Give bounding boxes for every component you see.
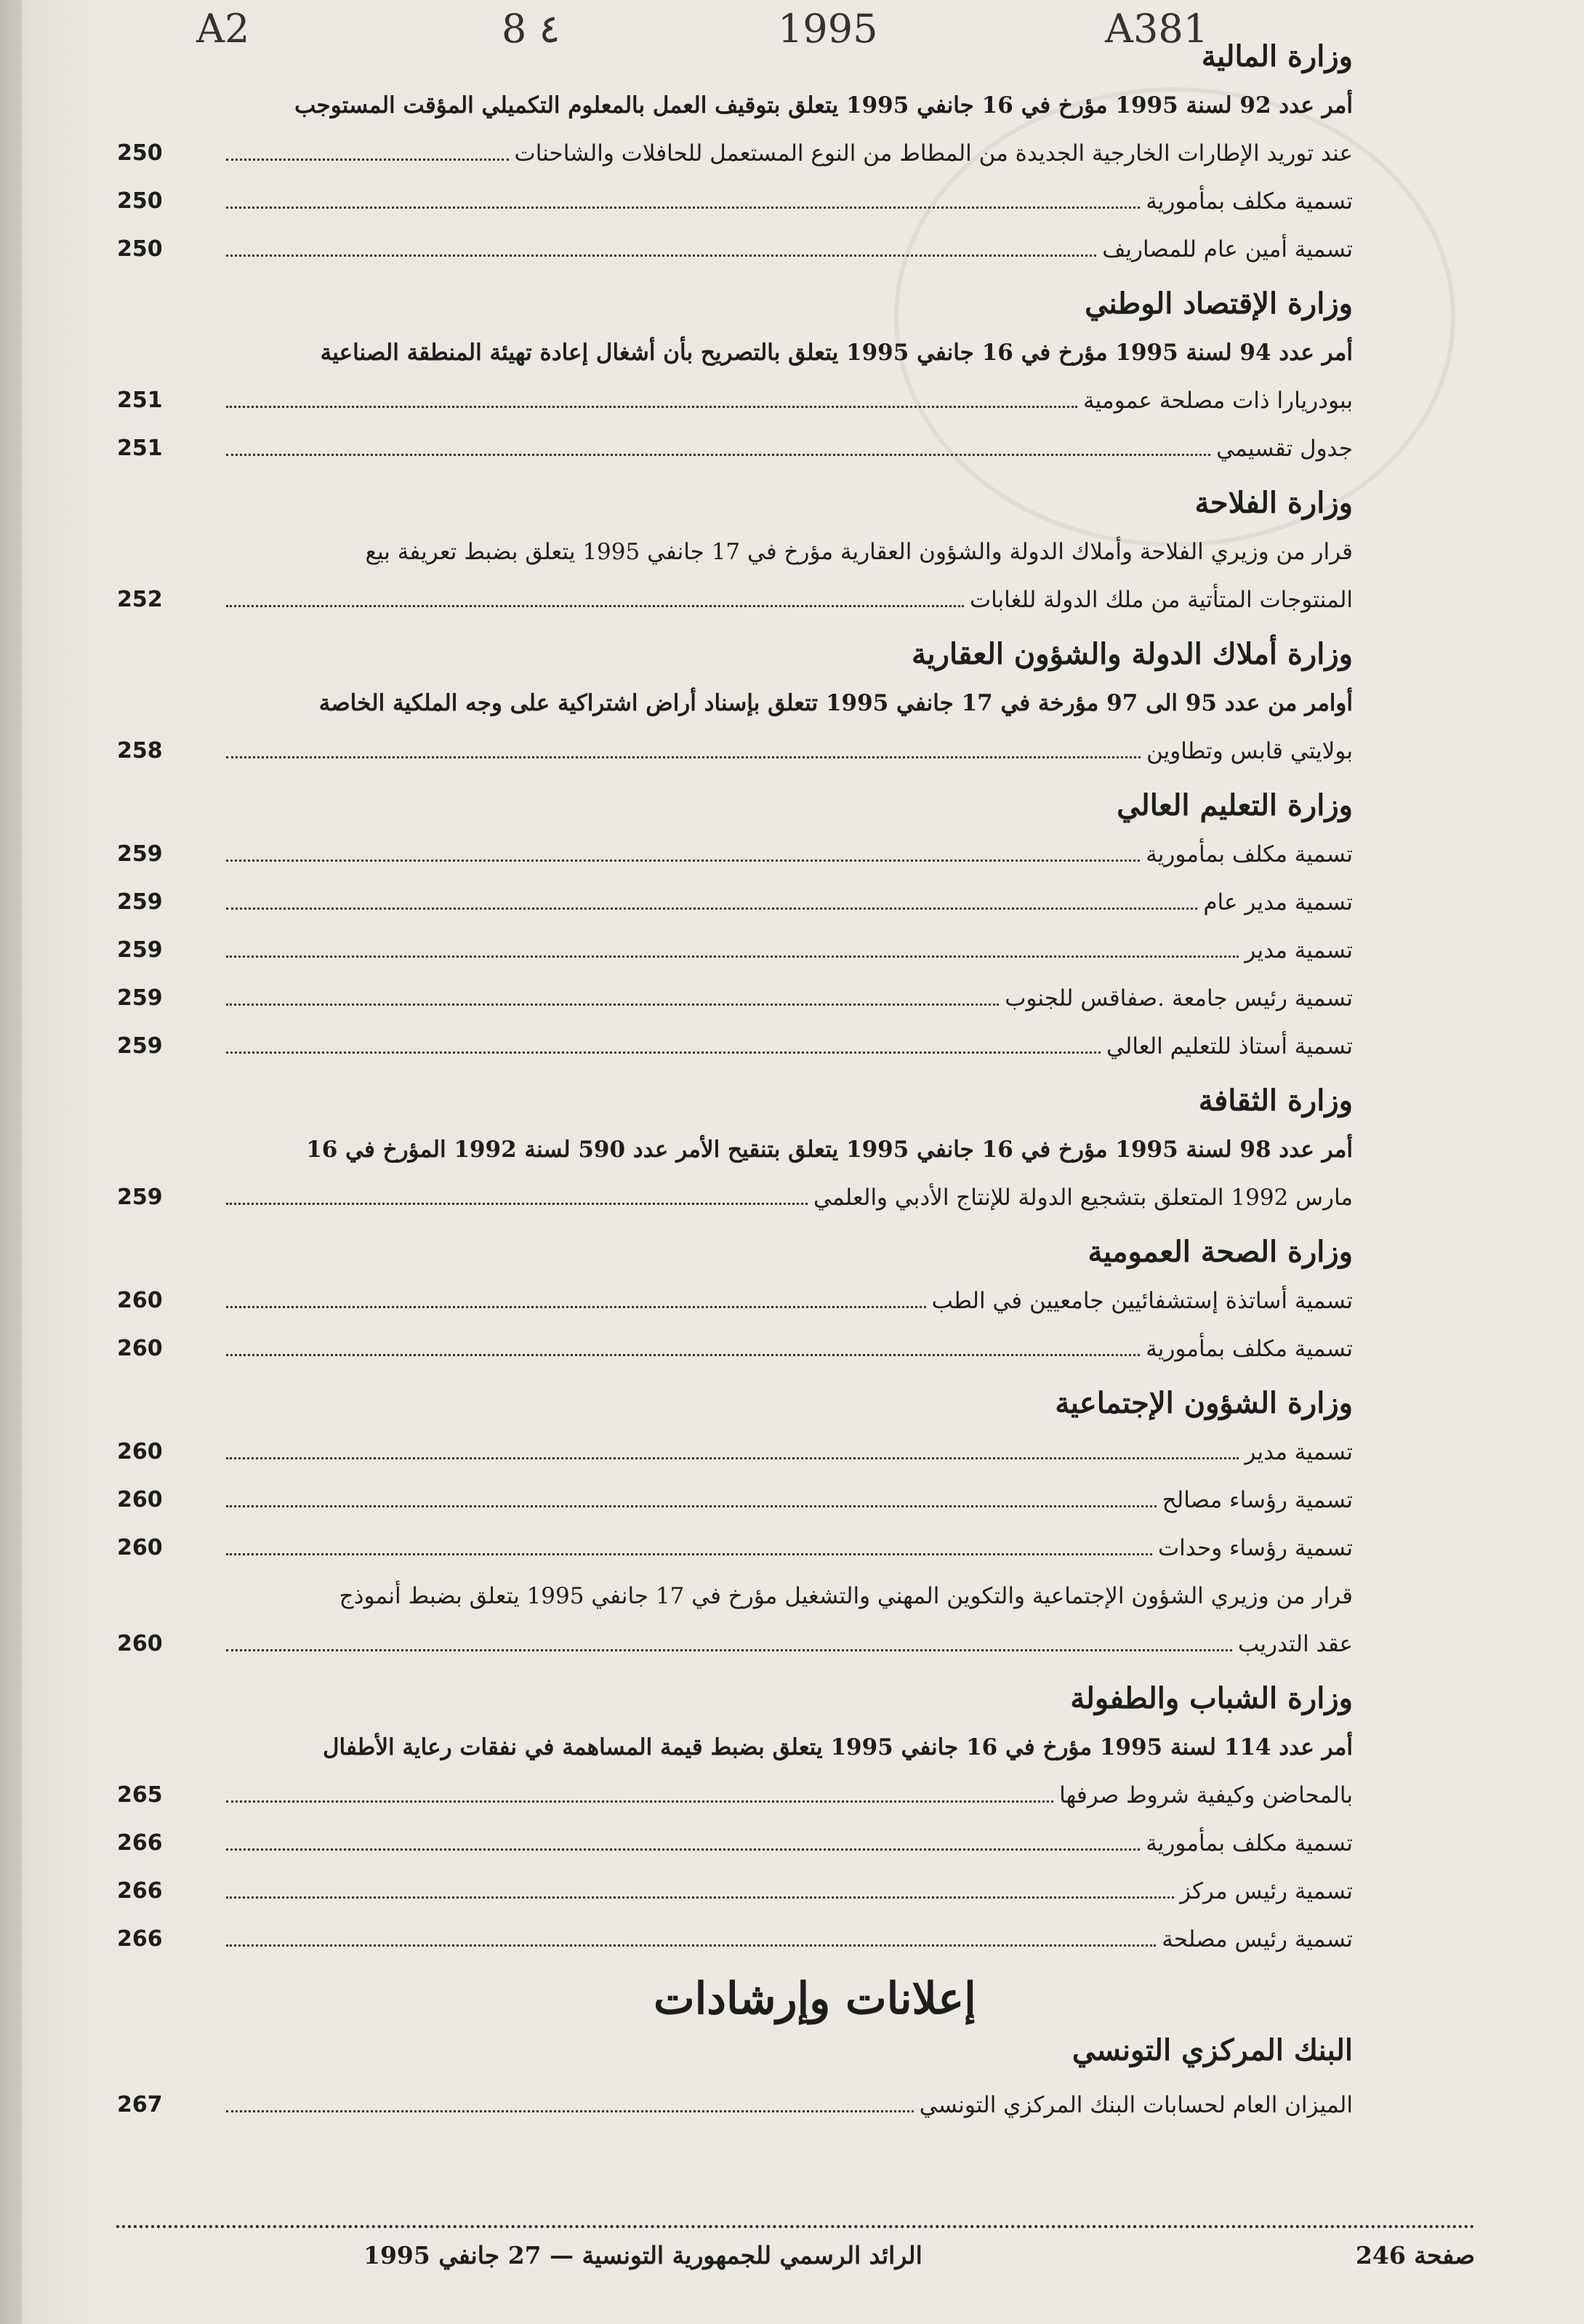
dot-leader <box>226 1003 999 1006</box>
dot-leader <box>226 1944 1156 1947</box>
dot-leader <box>226 1203 808 1205</box>
entry-text: تسمية مكلف بمأمورية <box>1146 1336 1353 1362</box>
toc-entry[interactable] <box>117 528 1353 624</box>
toc-entry[interactable] <box>117 830 1353 878</box>
page-number: 259 <box>117 985 163 1011</box>
toc-entry[interactable] <box>117 1524 1353 1572</box>
handwritten-note-b: 8 ٤ <box>502 6 560 52</box>
page-number: 266 <box>117 1830 163 1856</box>
dot-leader <box>226 1896 1174 1899</box>
page-number: 259 <box>117 1185 163 1210</box>
entry-text: تسمية مدير عام <box>1203 889 1353 915</box>
toc-entry[interactable] <box>117 1915 1353 1963</box>
dot-leader <box>226 255 1096 257</box>
ministry-heading-higher-education: وزارة التعليم العالي <box>1117 788 1353 822</box>
page-number: 252 <box>117 587 163 612</box>
toc-entry[interactable] <box>117 1476 1353 1524</box>
page-number: 258 <box>117 738 163 764</box>
table-of-contents <box>117 36 1353 2129</box>
handwritten-note-c: 1995 <box>778 6 878 52</box>
page-number: 259 <box>117 1033 163 1059</box>
dot-leader <box>226 1649 1232 1651</box>
book-spine-shadow <box>0 0 22 2324</box>
entry-text: تسمية مدير <box>1245 1439 1353 1465</box>
ministry-heading-agriculture: وزارة الفلاحة <box>1194 486 1353 520</box>
ministry-heading-state-property: وزارة أملاك الدولة والشؤون العقارية <box>912 637 1353 671</box>
entry-text: جدول تقسيمي <box>1216 436 1353 462</box>
entry-text-line: أمر عدد 94 لسنة 1995 مؤرخ في 16 جانفي 1995 يتعلق بالتصريح بأن أشغال إعادة تهيئة المنطقة الصناعية <box>320 340 1353 366</box>
toc-entry[interactable] <box>117 926 1353 974</box>
footer-journal-title: الرائد الرسمي للجمهورية التونسية — 27 جانفي 1995 <box>363 2241 922 2269</box>
toc-entry[interactable] <box>117 329 1353 425</box>
dot-leader <box>226 1306 926 1308</box>
entry-text-line: المنتوجات المتأتية من ملك الدولة للغابات <box>969 587 1353 613</box>
toc-entry[interactable] <box>117 1867 1353 1915</box>
page-number: 260 <box>117 1336 163 1361</box>
dot-leader <box>226 159 509 161</box>
entry-text: تسمية رئيس مركز <box>1180 1878 1353 1904</box>
toc-entry[interactable] <box>117 2081 1353 2129</box>
ministry-heading-social-affairs: وزارة الشؤون الإجتماعية <box>1055 1386 1353 1420</box>
toc-entry[interactable] <box>117 177 1353 225</box>
toc-entry[interactable] <box>117 1572 1353 1668</box>
dot-leader <box>226 907 1197 910</box>
page-number: 250 <box>117 236 163 262</box>
toc-entry[interactable] <box>117 1428 1353 1476</box>
page-footer <box>116 2241 1475 2269</box>
page-number: 265 <box>117 1782 163 1808</box>
entry-text: تسمية أمين عام للمصاريف <box>1102 236 1353 263</box>
dot-leader <box>226 406 1077 408</box>
toc-entry[interactable] <box>117 1126 1353 1222</box>
ministry-heading-central-bank: البنك المركزي التونسي <box>1072 2033 1353 2067</box>
page-number: 260 <box>117 1487 163 1512</box>
toc-entry[interactable] <box>117 878 1353 926</box>
dot-leader <box>226 2110 914 2112</box>
page-number: 267 <box>117 2092 163 2117</box>
dot-leader <box>226 955 1239 958</box>
dot-leader <box>226 1553 1152 1555</box>
section-title-announcements: إعلانات وإرشادات <box>654 1974 976 2024</box>
entry-text: تسمية أساتذة إستشفائيين جامعيين في الطب <box>931 1288 1353 1314</box>
entry-text: تسمية مكلف بمأمورية <box>1146 841 1353 868</box>
entry-text-line: عقد التدريب <box>1237 1631 1353 1657</box>
page-number: 260 <box>117 1288 163 1313</box>
page-number: 259 <box>117 841 163 867</box>
dot-leader <box>226 605 964 607</box>
ministry-heading-economy: وزارة الإقتصاد الوطني <box>1085 287 1353 321</box>
entry-text: الميزان العام لحسابات البنك المركزي التونسي <box>919 2092 1353 2118</box>
entry-text-line: عند توريد الإطارات الخارجية الجديدة من المطاط من النوع المستعمل للحافلات والشاحنات <box>514 140 1353 167</box>
entry-text-line: بولايتي قابس وتطاوين <box>1146 738 1353 764</box>
ministry-heading-youth: وزارة الشباب والطفولة <box>1070 1681 1353 1715</box>
entry-text: تسمية رؤساء وحدات <box>1157 1535 1353 1561</box>
entry-text-line: قرار من وزيري الشؤون الإجتماعية والتكوين المهني والتشغيل مؤرخ في 17 جانفي 1995 يتعلق بضبط أنموذج <box>339 1583 1353 1609</box>
entry-text-line: مارس 1992 المتعلق بتشجيع الدولة للإنتاج الأدبي والعلمي <box>813 1185 1353 1211</box>
ministry-heading-culture: وزارة الثقافة <box>1198 1083 1353 1118</box>
page-number: 266 <box>117 1926 163 1952</box>
ministry-heading-finance: وزارة المالية <box>1201 39 1353 73</box>
footer-page-label: صفحة 246 <box>1355 2241 1475 2269</box>
page-number: 250 <box>117 140 163 166</box>
dot-leader <box>226 207 1140 209</box>
page-number: 260 <box>117 1439 163 1464</box>
ministry-heading-public-health: وزارة الصحة العمومية <box>1088 1235 1353 1269</box>
toc-entry[interactable] <box>117 1277 1353 1325</box>
footer-divider <box>116 2225 1475 2228</box>
toc-entry[interactable] <box>117 1325 1353 1373</box>
entry-text: تسمية مكلف بمأمورية <box>1146 1830 1353 1856</box>
dot-leader <box>226 1505 1157 1507</box>
entry-text-line: ببودريارا ذات مصلحة عمومية <box>1083 388 1353 414</box>
page-number: 259 <box>117 889 163 915</box>
toc-entry[interactable] <box>117 974 1353 1022</box>
handwritten-note-d: A381 <box>1105 6 1209 52</box>
entry-text-line: قرار من وزيري الفلاحة وأملاك الدولة والشؤون العقارية مؤرخ في 17 جانفي 1995 يتعلق بضبط تعريفة بيع <box>365 539 1353 565</box>
entry-text: تسمية رئيس جامعة .صفاقس للجنوب <box>1005 985 1353 1011</box>
page-number: 251 <box>117 436 163 461</box>
dot-leader <box>226 756 1141 758</box>
entry-text: تسمية أستاذ للتعليم العالي <box>1106 1033 1353 1059</box>
dot-leader <box>226 1800 1053 1803</box>
page-number: 260 <box>117 1631 163 1656</box>
toc-entry[interactable] <box>117 679 1353 775</box>
toc-entry[interactable] <box>117 1022 1353 1070</box>
entry-text: تسمية رؤساء مصالح <box>1162 1487 1353 1513</box>
page-number: 259 <box>117 937 163 963</box>
entry-text-line: أوامر من عدد 95 الى 97 مؤرخة في 17 جانفي 1995 تتعلق بإسناد أراض اشتراكية على وجه الملكية الخاصة <box>318 690 1353 716</box>
toc-entry[interactable] <box>117 225 1353 273</box>
entry-text-line: أمر عدد 92 لسنة 1995 مؤرخ في 16 جانفي 1995 يتعلق بتوقيف العمل بالمعلوم التكميلي المؤقت المستوجب <box>294 92 1353 119</box>
handwritten-note-a: A2 <box>196 6 250 52</box>
entry-text: تسمية مكلف بمأمورية <box>1146 188 1353 215</box>
page-number: 251 <box>117 388 163 413</box>
dot-leader <box>226 1354 1140 1356</box>
dot-leader <box>226 1848 1140 1851</box>
dot-leader <box>226 1457 1239 1459</box>
entry-text: تسمية مدير <box>1245 937 1353 963</box>
toc-entry[interactable] <box>117 1723 1353 1819</box>
dot-leader <box>226 1051 1101 1054</box>
page-number: 250 <box>117 188 163 214</box>
entry-text: تسمية رئيس مصلحة <box>1162 1926 1353 1952</box>
dot-leader <box>226 860 1140 862</box>
entry-text-line: أمر عدد 114 لسنة 1995 مؤرخ في 16 جانفي 1995 يتعلق بضبط قيمة المساهمة في نفقات رعاية الأطفال <box>323 1734 1353 1760</box>
page-number: 260 <box>117 1535 163 1560</box>
entry-text-line: أمر عدد 98 لسنة 1995 مؤرخ في 16 جانفي 1995 يتعلق بتنقيح الأمر عدد 590 لسنة 1992 المؤرخ في 16 <box>306 1137 1353 1163</box>
page-number: 266 <box>117 1878 163 1904</box>
entry-text-line: بالمحاضن وكيفية شروط صرفها <box>1059 1782 1353 1808</box>
toc-entry[interactable] <box>117 425 1353 473</box>
dot-leader <box>226 454 1210 456</box>
toc-entry[interactable] <box>117 81 1353 177</box>
toc-entry[interactable] <box>117 1819 1353 1867</box>
